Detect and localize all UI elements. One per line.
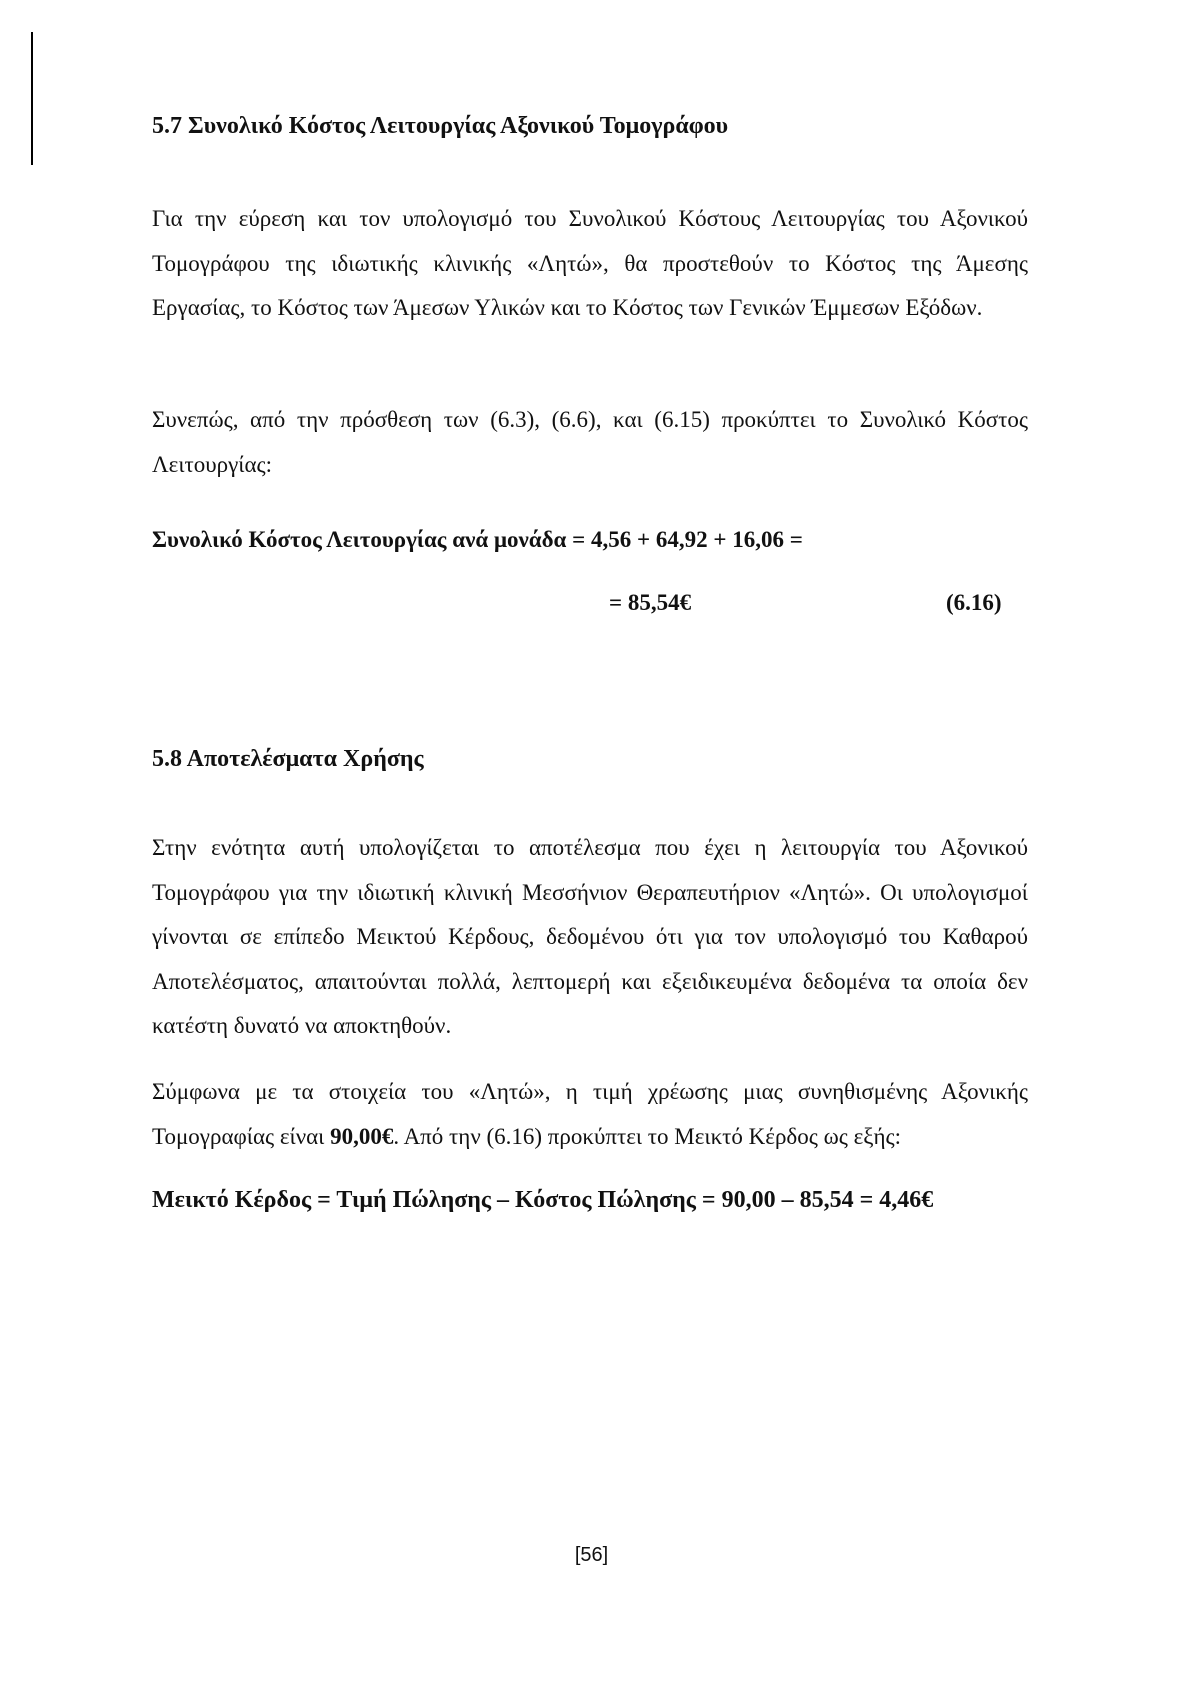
- paragraph-sum: Συνεπώς, από την πρόσθεση των (6.3), (6.6), και (6.15) προκύπτει το Συνολικό Κόστος Λειτουργίας:: [152, 407, 1028, 477]
- formula-result: = 85,54€: [609, 590, 692, 615]
- paragraph-intro: Για την εύρεση και τον υπολογισμό του Συνολικού Κόστους Λειτουργίας του Αξονικού Τομογράφου της ιδιωτικής κλινικής «Λητώ», θα προστεθούν το Κόστος της Άμεσης Εργασίας, το Κόστος των Άμεσων Υλικών και το Κόστος των Γενικών Έμμεσων Εξόδων.: [152, 206, 1028, 321]
- paragraph-price-end: . Από την (6.16) προκύπτει το Μεικτό Κέρδος ως εξής:: [393, 1123, 902, 1149]
- formula-total-cost: Συνολικό Κόστος Λειτουργίας ανά μονάδα = 4,56 + 64,92 + 16,06 =: [152, 527, 803, 552]
- section-heading-5-7: 5.7 Συνολικό Κόστος Λειτουργίας Αξονικού Τομογράφου: [152, 113, 729, 139]
- price-value: 90,00€: [330, 1123, 394, 1149]
- equation-number: (6.16): [946, 590, 1002, 615]
- section-heading-5-8: 5.8 Αποτελέσματα Χρήσης: [152, 746, 424, 772]
- paragraph-price: [152, 1070, 1028, 1159]
- formula-gross-profit: Μεικτό Κέρδος = Τιμή Πώλησης – Κόστος Πώλησης = 90,00 – 85,54 = 4,46€: [152, 1187, 934, 1213]
- page-number: [56]: [574, 1544, 609, 1566]
- paragraph-results: Στην ενότητα αυτή υπολογίζεται το αποτέλεσμα που έχει η λειτουργία του Αξονικού Τομογράφου για την ιδιωτική κλινική Μεσσήνιον Θεραπευτήριον «Λητώ». Οι υπολογισμοί γίνονται σε επίπεδο Μεικτού Κέρδους, δεδομένου ότι για τον υπολογισμό του Καθαρού Αποτελέσματος, απαιτούνται πολλά, λεπτομερή και εξειδικευμένα δεδομένα τα οποία δεν κατέστη δυνατό να αποκτηθούν.: [152, 835, 1028, 1039]
- paragraph-price-start: Σύμφωνα με τα στοιχεία του «Λητώ», η τιμή χρέωσης μιας συνηθισμένης Αξονικής Τομογραφίας είναι: [152, 1079, 1028, 1149]
- margin-rule: [31, 32, 33, 165]
